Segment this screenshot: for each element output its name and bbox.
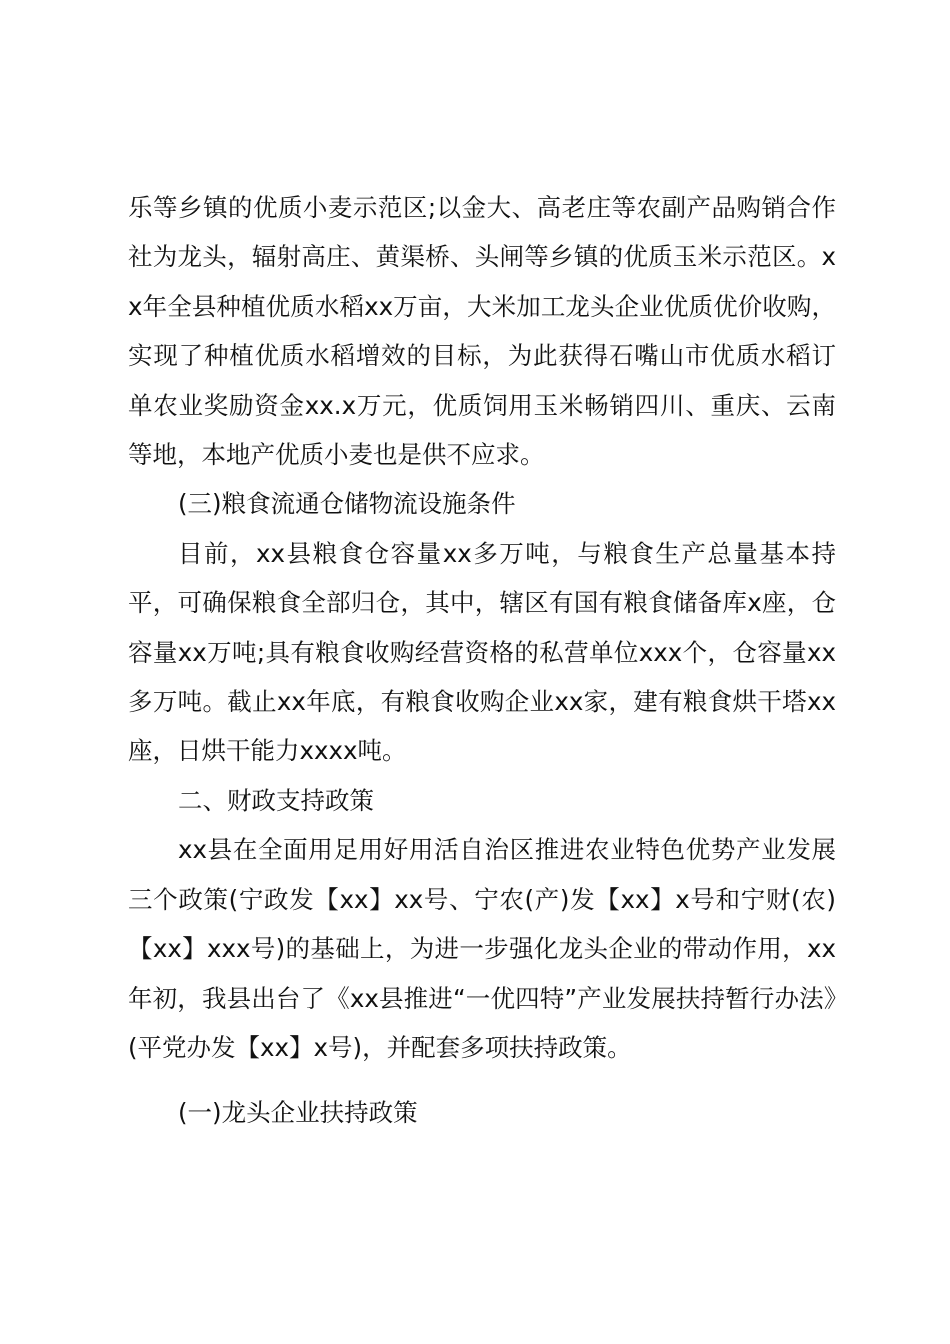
section-heading-fiscal-policy: 二、财政支持政策	[178, 785, 374, 815]
section-heading-leading-enterprise: (一)龙头企业扶持政策	[178, 1098, 418, 1128]
paragraph-grain-demonstration: 乐等乡镇的优质小麦示范区;以金大、高老庄等农副产品购销合作社为龙头，辐射高庄、黄渠桥、头闸等乡镇的优质玉米示范区。xx年全县种植优质水稻xx万亩，大米加工龙头企业优质优价收购，实现了种植优质水稻增效的目标，为此获得石嘴山市优质水稻订单农业奖励资金xx.x万元，优质饲用玉米畅销四川、重庆、云南等地，本地产优质小麦也是供不应求。	[128, 193, 836, 470]
paragraph-fiscal-policy: xx县在全面用足用好用活自治区推进农业特色优势产业发展三个政策(宁政发【xx】xx号、宁农(产)发【xx】x号和宁财(农)【xx】xxx号)的基础上，为进一步强化龙头企业的带动作用，xx年初，我县出台了《xx县推进“一优四特”产业发展扶持暂行办法》(平党办发【xx】x号)，并配套多项扶持政策。	[128, 835, 836, 1062]
section-heading-storage-logistics: (三)粮食流通仓储物流设施条件	[178, 489, 516, 519]
document-page	[128, 183, 836, 1138]
paragraph-storage-capacity: 目前，xx县粮食仓容量xx多万吨，与粮食生产总量基本持平，可确保粮食全部归仓，其中，辖区有国有粮食储备库x座，仓容量xx万吨;具有粮食收购经营资格的私营单位xxx个，仓容量xx多万吨。截止xx年底，有粮食收购企业xx家，建有粮食烘干塔xx座，日烘干能力xxxx吨。	[128, 538, 836, 766]
